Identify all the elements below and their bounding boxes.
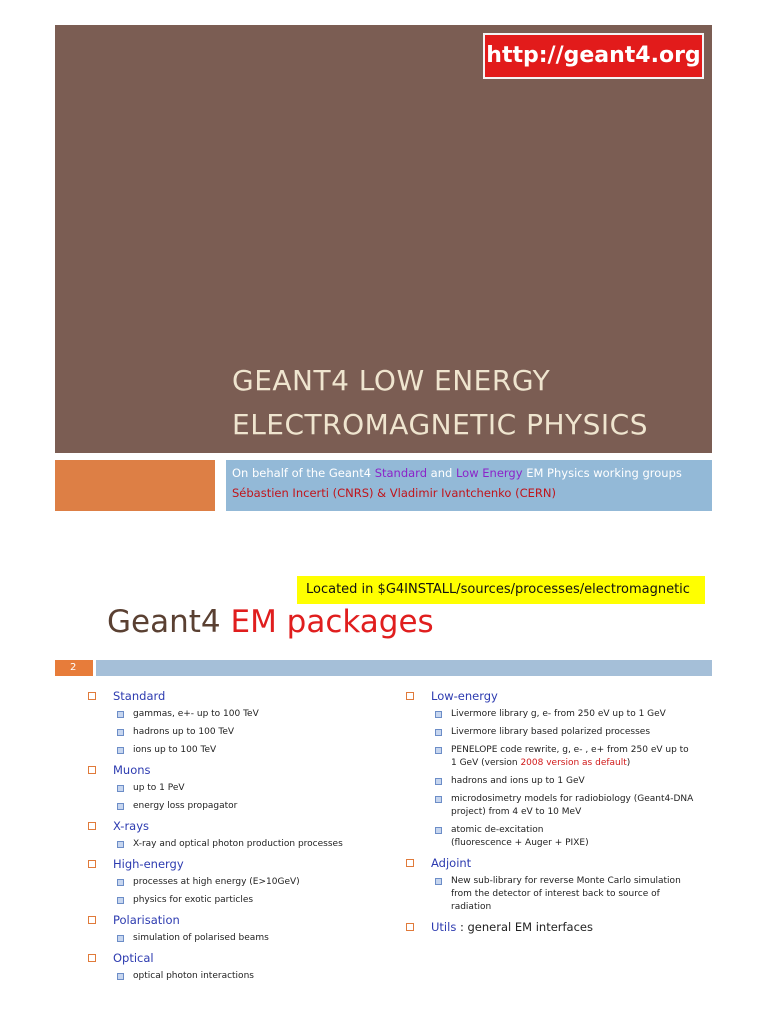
package-name: X-rays bbox=[113, 819, 150, 833]
square-bullet-icon bbox=[88, 766, 96, 774]
sub-list-item bbox=[88, 782, 368, 795]
package-name: Optical bbox=[113, 951, 154, 965]
sub-list-item bbox=[406, 775, 696, 788]
item-text: optical photon interactions bbox=[133, 971, 254, 981]
square-bullet-icon bbox=[406, 692, 414, 700]
polarisation-group bbox=[88, 912, 368, 945]
slide-title-line-2: ELECTROMAGNETIC PHYSICS bbox=[232, 408, 648, 441]
square-bullet-icon bbox=[435, 778, 442, 785]
right-column bbox=[406, 688, 696, 939]
item-text-close: ) bbox=[626, 758, 631, 768]
orange-accent-block bbox=[55, 460, 215, 511]
item-text: simulation of polarised beams bbox=[133, 933, 269, 943]
sub-list-item bbox=[88, 838, 368, 851]
page-number: 2 bbox=[55, 660, 93, 676]
low-energy-group bbox=[406, 688, 696, 850]
subtitle-working-groups bbox=[232, 466, 682, 480]
item-text: hadrons up to 100 TeV bbox=[133, 727, 235, 737]
square-bullet-icon bbox=[117, 841, 124, 848]
sub-list-item bbox=[88, 932, 368, 945]
square-bullet-icon bbox=[88, 860, 96, 868]
page-title-highlight: EM packages bbox=[230, 604, 434, 640]
slide-title-line-1: GEANT4 LOW ENERGY bbox=[232, 364, 551, 397]
sub-list-item bbox=[406, 875, 696, 914]
square-bullet-icon bbox=[117, 879, 124, 886]
package-name: Utils bbox=[431, 920, 457, 934]
square-bullet-icon bbox=[117, 897, 124, 904]
muons-group bbox=[88, 762, 368, 813]
item-text: atomic de-excitation bbox=[451, 825, 544, 835]
sub-list-item bbox=[406, 744, 696, 770]
square-bullet-icon bbox=[117, 935, 124, 942]
subtitle-authors: Sébastien Incerti (CNRS) & Vladimir Ivantchenko (CERN) bbox=[232, 486, 556, 500]
square-bullet-icon bbox=[88, 692, 96, 700]
low-energy-link: Low Energy bbox=[455, 466, 523, 480]
list-item bbox=[88, 762, 368, 778]
sub-list-item bbox=[406, 726, 696, 739]
item-text: X-ray and optical photon production processes bbox=[133, 839, 343, 849]
square-bullet-icon bbox=[117, 803, 124, 810]
url-reflection bbox=[486, 80, 702, 96]
subtitle-prefix: On behalf of the Geant4 bbox=[232, 466, 375, 480]
location-note: Located in $G4INSTALL/sources/processes/electromagnetic bbox=[297, 576, 705, 604]
optical-group bbox=[88, 950, 368, 983]
sub-list-item bbox=[88, 800, 368, 813]
sub-list-item bbox=[406, 793, 696, 819]
item-text: microdosimetry models for radiobiology (Geant4-DNA project) from 4 eV to 10 MeV bbox=[451, 794, 694, 817]
list-item bbox=[88, 856, 368, 872]
list-item bbox=[406, 688, 696, 704]
list-item bbox=[88, 688, 368, 704]
square-bullet-icon bbox=[435, 878, 442, 885]
page-title bbox=[107, 604, 434, 640]
list-item bbox=[88, 912, 368, 928]
standard-group bbox=[88, 688, 368, 757]
url-badge[interactable]: http://geant4.org bbox=[483, 33, 704, 79]
list-item bbox=[88, 818, 368, 834]
subtitle-suffix: EM Physics working groups bbox=[522, 466, 682, 480]
package-name: Low-energy bbox=[431, 689, 498, 703]
square-bullet-icon bbox=[435, 796, 442, 803]
utils-group bbox=[406, 919, 696, 935]
page-title-prefix: Geant4 bbox=[107, 604, 231, 640]
package-name: Polarisation bbox=[113, 913, 180, 927]
item-text: PENELOPE code rewrite, g, e- , e+ from 250 eV up to 1 GeV (version bbox=[451, 745, 689, 768]
square-bullet-icon bbox=[435, 729, 442, 736]
package-name: Muons bbox=[113, 763, 151, 777]
square-bullet-icon bbox=[435, 747, 442, 754]
left-column bbox=[88, 688, 368, 988]
high-energy-group bbox=[88, 856, 368, 907]
item-text-highlight: 2008 version as default bbox=[520, 758, 627, 768]
item-text: energy loss propagator bbox=[133, 801, 238, 811]
square-bullet-icon bbox=[88, 916, 96, 924]
package-name: High-energy bbox=[113, 857, 184, 871]
square-bullet-icon bbox=[117, 729, 124, 736]
item-text-line-2: (fluorescence + Auger + PIXE) bbox=[451, 838, 589, 848]
list-item bbox=[406, 919, 696, 935]
square-bullet-icon bbox=[117, 973, 124, 980]
standard-link: Standard bbox=[374, 466, 428, 480]
item-text: processes at high energy (E>10GeV) bbox=[133, 877, 300, 887]
sub-list-item bbox=[88, 894, 368, 907]
item-text: physics for exotic particles bbox=[133, 895, 254, 905]
list-item bbox=[406, 855, 696, 871]
sub-list-item bbox=[88, 876, 368, 889]
square-bullet-icon bbox=[88, 954, 96, 962]
square-bullet-icon bbox=[435, 711, 442, 718]
item-text: hadrons and ions up to 1 GeV bbox=[451, 776, 585, 786]
utils-description: : general EM interfaces bbox=[456, 920, 593, 934]
square-bullet-icon bbox=[88, 822, 96, 830]
square-bullet-icon bbox=[406, 859, 414, 867]
package-name: Adjoint bbox=[431, 856, 472, 870]
package-name: Standard bbox=[113, 689, 166, 703]
sub-list-item bbox=[406, 824, 696, 850]
square-bullet-icon bbox=[435, 827, 442, 834]
sub-list-item bbox=[88, 744, 368, 757]
item-text: up to 1 PeV bbox=[133, 783, 185, 793]
subtitle-and: and bbox=[427, 466, 456, 480]
square-bullet-icon bbox=[117, 785, 124, 792]
item-text: Livermore library g, e- from 250 eV up to 1 GeV bbox=[451, 709, 666, 719]
square-bullet-icon bbox=[406, 923, 414, 931]
sub-list-item bbox=[406, 708, 696, 721]
item-text: Livermore library based polarized processes bbox=[451, 727, 651, 737]
sub-list-item bbox=[88, 726, 368, 739]
square-bullet-icon bbox=[117, 747, 124, 754]
adjoint-group bbox=[406, 855, 696, 914]
list-item bbox=[88, 950, 368, 966]
square-bullet-icon bbox=[117, 711, 124, 718]
item-text: New sub-library for reverse Monte Carlo simulation from the detector of interest back to source of radiation bbox=[451, 876, 681, 912]
xrays-group bbox=[88, 818, 368, 851]
sub-list-item bbox=[88, 970, 368, 983]
item-text: gammas, e+- up to 100 TeV bbox=[133, 709, 259, 719]
item-text: ions up to 100 TeV bbox=[133, 745, 217, 755]
header-bar bbox=[96, 660, 712, 676]
sub-list-item bbox=[88, 708, 368, 721]
